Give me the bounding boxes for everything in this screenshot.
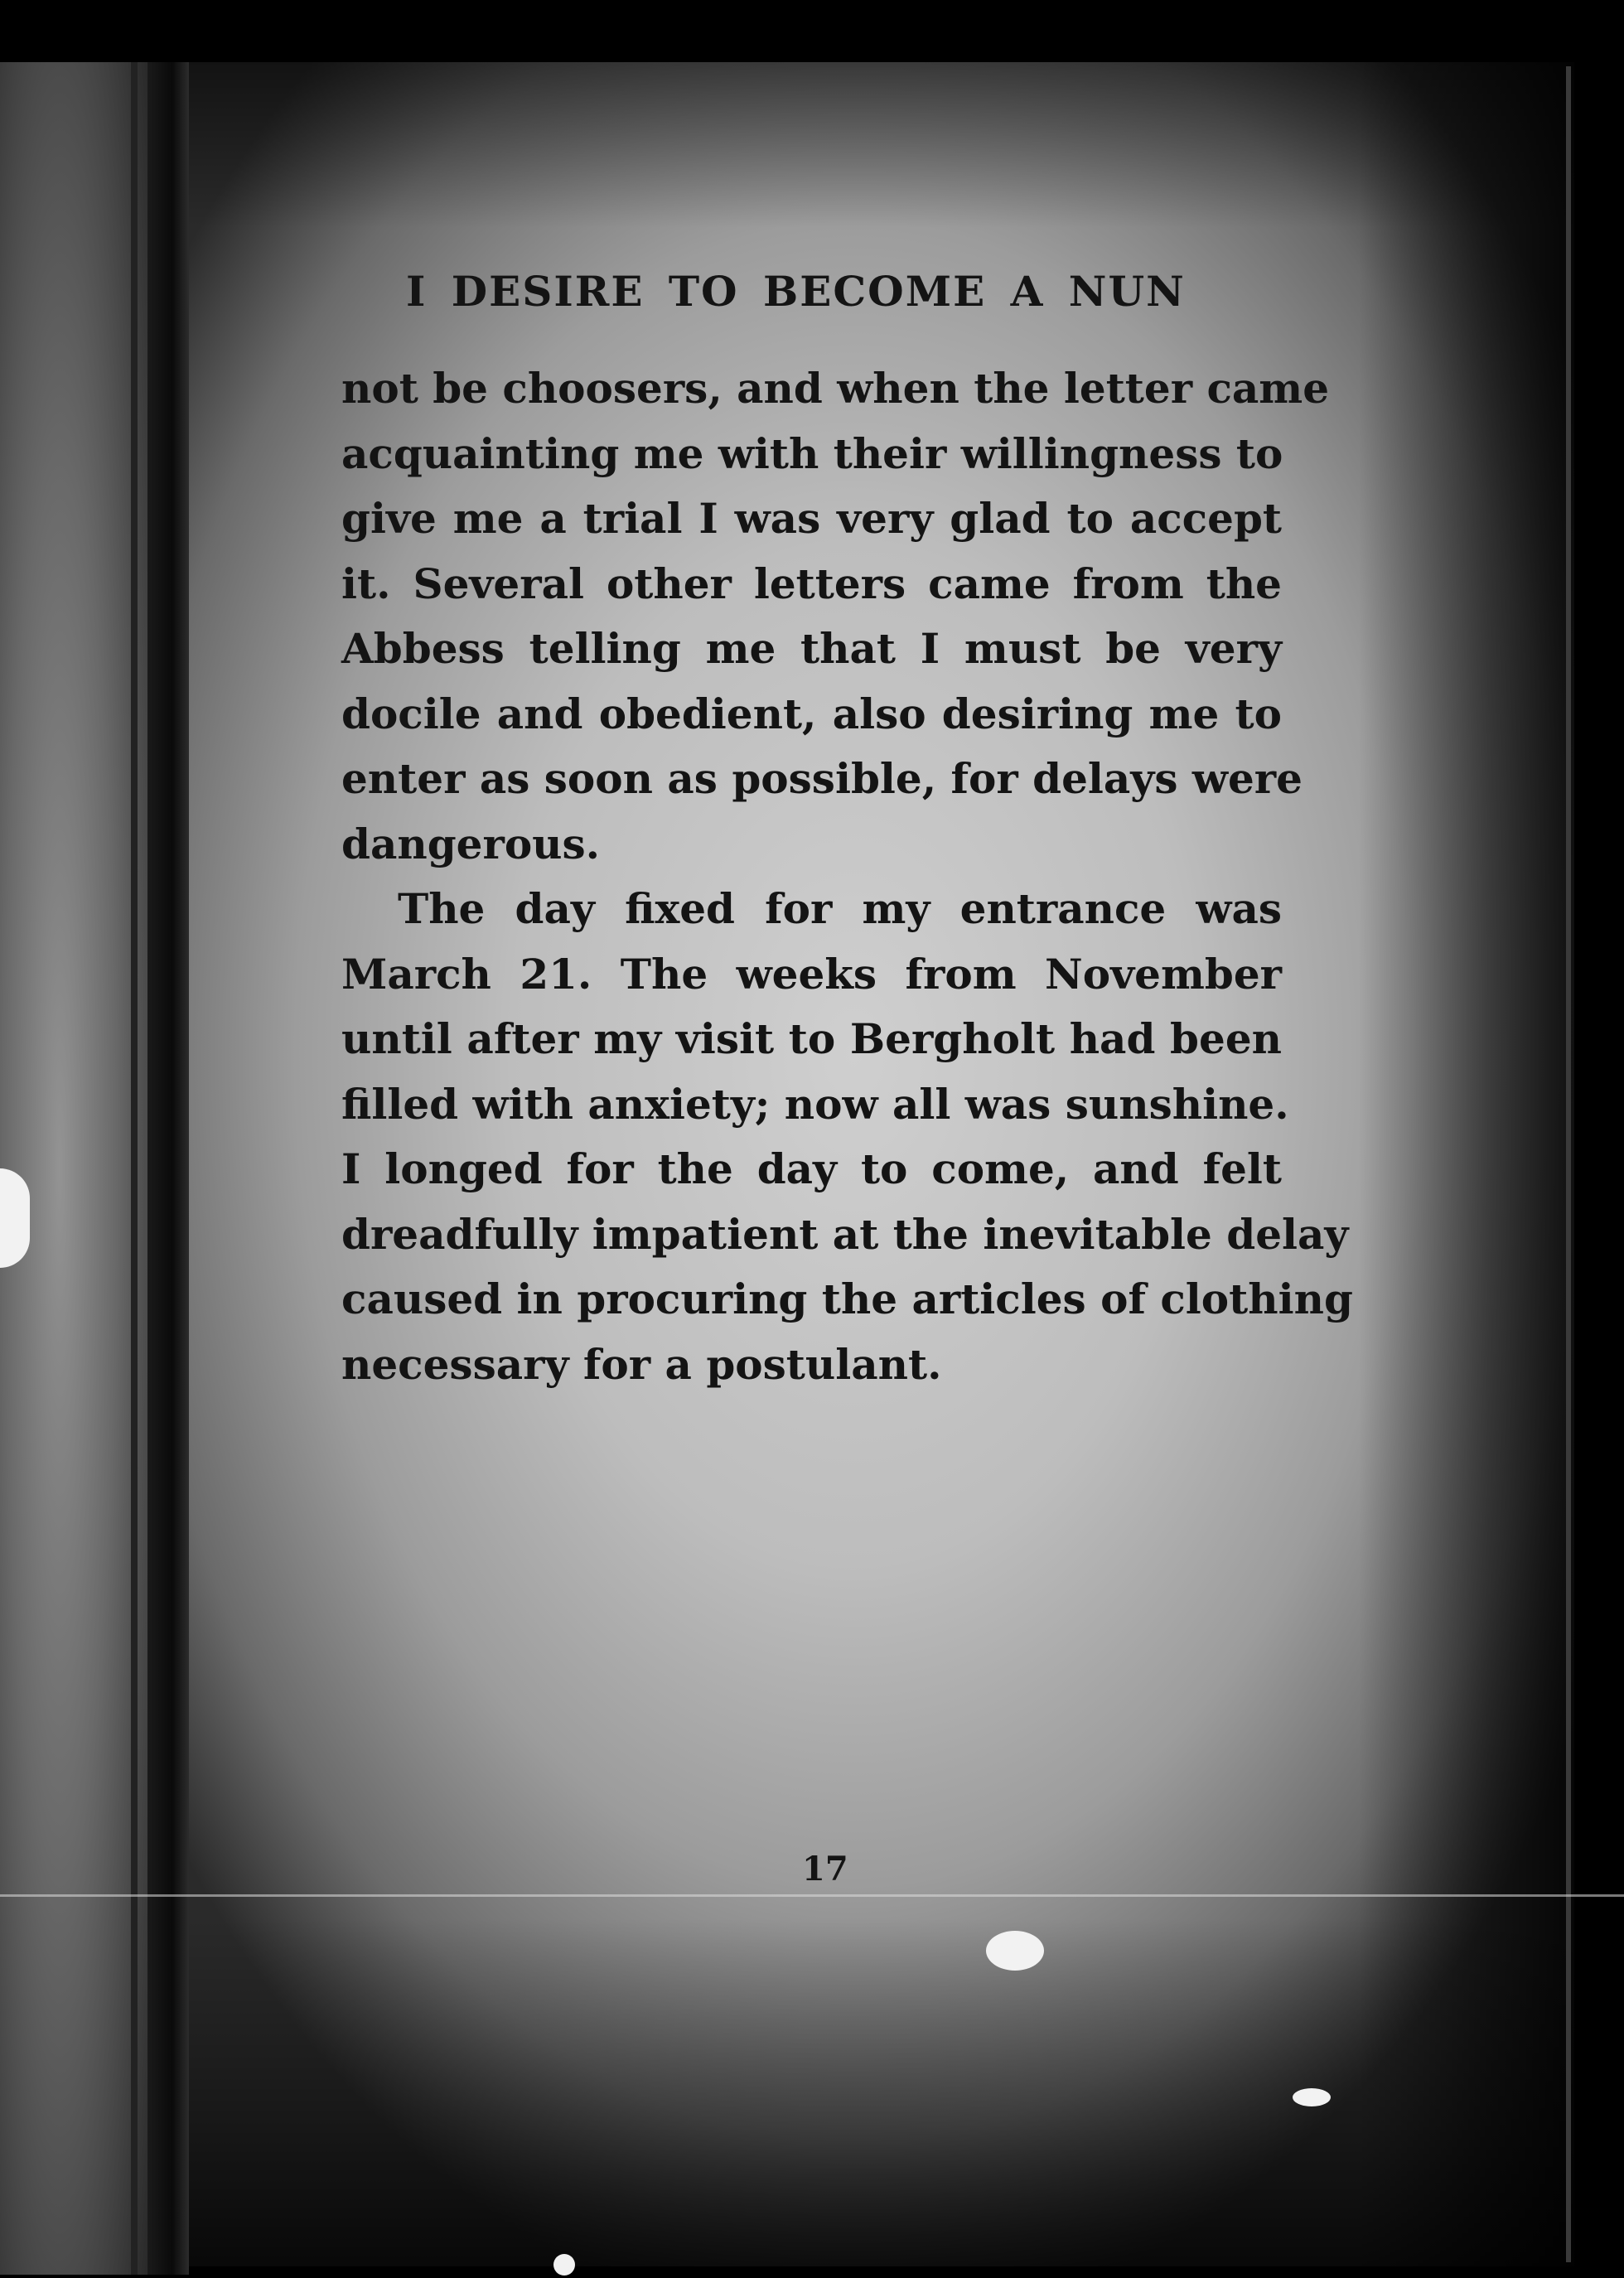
text-line: dangerous. <box>341 819 601 868</box>
dust-speck <box>1293 2088 1331 2106</box>
text-line: acquainting me with their willingness to <box>341 428 1283 478</box>
page-number: 17 <box>802 1850 848 1889</box>
text-line: Abbess telling me that I must be very <box>341 624 1282 673</box>
frame-edge-line <box>1566 66 1571 2262</box>
spine-line <box>131 62 138 2275</box>
facing-page-edge <box>0 62 149 2275</box>
frame-border <box>1574 0 1624 2278</box>
text-line: dreadfully impatient at the inevitable delay <box>341 1209 1349 1259</box>
text-line: filled with anxiety; now all was sunshine. <box>341 1079 1289 1129</box>
text-line: necessary for a postulant. <box>341 1339 942 1389</box>
bottom-shadow <box>189 1918 1574 2266</box>
paragraph <box>341 356 1330 877</box>
text-line: until after my visit to Bergholt had been <box>341 1014 1282 1063</box>
gutter-shadow <box>147 62 189 2275</box>
paragraph <box>341 877 1353 1397</box>
scan-artifact-line <box>0 1894 1624 1897</box>
text-line: March 21. The weeks from November <box>341 949 1282 999</box>
text-line: it. Several other letters came from the <box>341 559 1282 608</box>
text-line: The day fixed for my entrance was <box>398 884 1282 933</box>
dust-speck <box>0 1168 30 1268</box>
dust-speck <box>986 1931 1044 1971</box>
dust-speck <box>553 2254 575 2276</box>
text-line: not be choosers, and when the letter came <box>341 364 1330 413</box>
text-line: enter as soon as possible, for delays were <box>341 754 1303 803</box>
running-head: I DESIRE TO BECOME A NUN <box>406 267 1186 316</box>
text-line: caused in procuring the articles of clothing <box>341 1274 1353 1323</box>
body-text <box>341 356 1353 1397</box>
text-line: docile and obedient, also desiring me to <box>341 689 1282 738</box>
text-line: I longed for the day to come, and felt <box>341 1144 1282 1193</box>
text-line: give me a trial I was very glad to accept <box>341 494 1282 543</box>
